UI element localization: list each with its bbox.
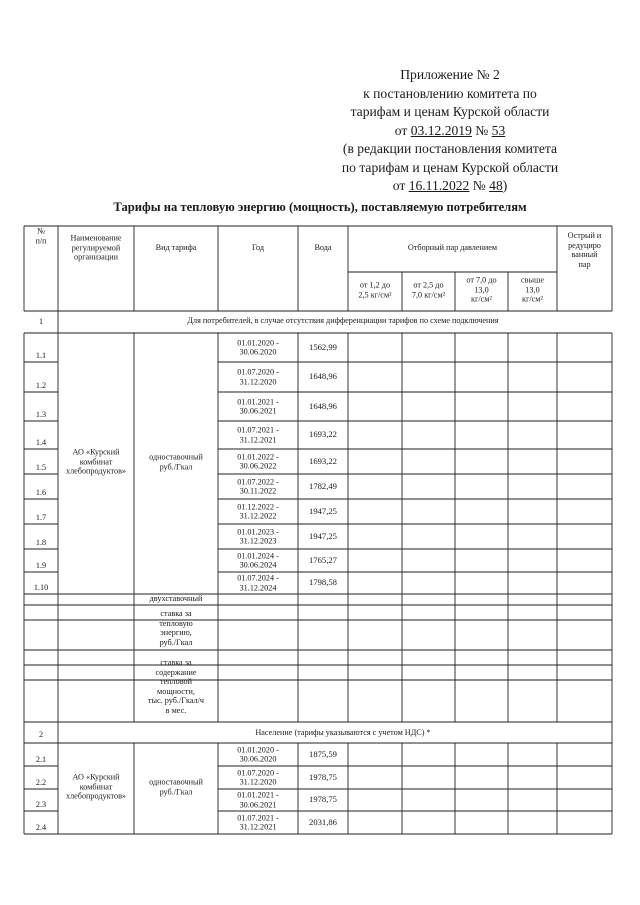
water-tariff-value: 1947,25: [309, 530, 337, 541]
period-cell: 01.01.2020 - 30.06.2020: [237, 744, 279, 764]
col-header-steam: Отборный пар давлением: [407, 243, 498, 253]
revision-date: 16.11.2022: [408, 178, 470, 193]
water-tariff-value: 1693,22: [309, 455, 337, 466]
section-1-label: Для потребителей, в случае отсутствия дифференциации тарифов по схеме подключения: [187, 316, 499, 326]
row-number: 1.10: [33, 583, 49, 593]
section-1-number: 1: [38, 317, 44, 327]
row-number: 2.3: [35, 800, 47, 810]
capacity-rate-label: ставка за содержание тепловой мощности, тыс. руб./Гкал/ч в мес.: [147, 658, 205, 716]
water-tariff-value: 1648,96: [309, 371, 337, 382]
col-header-steam-4: свыше 13,0 кг/см²: [521, 275, 544, 304]
col-header-no: № п/п: [35, 226, 47, 245]
energy-rate-label: ставка за тепловую энергию, руб./Гкал: [159, 608, 193, 647]
period-cell: 01.07.2020 - 31.12.2020: [237, 367, 279, 386]
water-tariff-value: 1693,22: [309, 429, 337, 440]
period-cell: 01.01.2021 - 30.06.2021: [237, 790, 279, 809]
col-header-steam-3: от 7,0 до 13,0 кг/см²: [466, 275, 497, 304]
period-cell: 01.01.2024 - 30.06.2024: [237, 550, 279, 570]
period-cell: 01.07.2021 - 31.12.2021: [237, 425, 279, 444]
col-header-kind: Вид тарифа: [155, 243, 197, 253]
row-number: 1.3: [35, 410, 47, 420]
header-line-6: по тарифам и ценам Курской области: [341, 159, 559, 175]
row-number: 2.2: [35, 778, 47, 788]
section-2-label: Население (тарифы указываются с учетом НДС) *: [255, 728, 431, 738]
header-line-4: от 03.12.2019 № 53: [394, 122, 506, 138]
period-cell: 01.01.2020 - 30.06.2020: [237, 337, 279, 357]
period-cell: 01.07.2021 - 31.12.2021: [237, 812, 279, 832]
col-header-steam-2: от 2,5 до 7,0 кг/см²: [411, 280, 446, 299]
table-title: Тарифы на тепловую энергию (мощность), поставляемую потребителям: [113, 200, 527, 214]
col-header-year: Год: [251, 243, 265, 253]
decree-number: 53: [491, 122, 506, 138]
col-header-water: Вода: [314, 243, 332, 253]
header-line-1: Приложение № 2: [400, 67, 500, 82]
water-tariff-value: 1782,49: [309, 480, 337, 491]
period-cell: 01.01.2022 - 30.06.2022: [237, 451, 279, 471]
org-name-2: АО «Курский комбинат хлебопродуктов»: [65, 772, 127, 801]
two-part-tariff-label: двухставочный: [149, 594, 203, 604]
period-cell: 01.01.2021 - 30.06.2021: [237, 396, 279, 416]
water-tariff-value: 1875,59: [309, 748, 337, 759]
row-number: 2.4: [35, 823, 47, 833]
col-header-sharp-steam: Острый и редуциро ванный пар: [567, 230, 602, 269]
water-tariff-value: 1562,99: [309, 341, 337, 352]
row-number: 1.1: [35, 351, 47, 361]
decree-date: 03.12.2019: [410, 122, 472, 138]
water-tariff-value: 1947,25: [309, 505, 337, 516]
row-number: 1.6: [35, 488, 47, 498]
row-number: 1.9: [35, 561, 47, 571]
col-header-org: Наименование регулируемой организации: [70, 233, 122, 262]
header-line-7: от 16.11.2022 № 48): [392, 178, 508, 193]
water-tariff-value: 2031,86: [309, 816, 337, 827]
row-number: 1.8: [35, 538, 47, 548]
water-tariff-value: 1765,27: [309, 554, 337, 565]
period-cell: 01.07.2024 - 31.12.2024: [237, 573, 279, 592]
header-line-3: тарифам и ценам Курской области: [350, 104, 550, 119]
tariff-kind-2: одноставочный руб./Гкал: [149, 777, 203, 796]
water-tariff-value: 1978,75: [309, 794, 337, 805]
org-name-1: АО «Курский комбинат хлебопродуктов»: [65, 447, 127, 476]
water-tariff-value: 1978,75: [309, 771, 337, 782]
col-header-steam-1: от 1,2 до 2,5 кг/см²: [358, 280, 392, 299]
period-cell: 01.07.2022 - 30.11.2022: [237, 476, 279, 496]
header-line-2: к постановлению комитета по: [363, 85, 537, 101]
row-number: 2.1: [35, 755, 47, 765]
period-cell: 01.07.2020 - 31.12.2020: [237, 767, 279, 787]
period-cell: 01.12.2022 - 31.12.2022: [237, 501, 279, 521]
section-2-number: 2: [38, 730, 44, 740]
tariff-kind-1: одноставочный руб./Гкал: [149, 452, 203, 471]
row-number: 1.5: [35, 463, 47, 473]
water-tariff-value: 1798,58: [309, 577, 337, 588]
revision-number: 48: [489, 178, 503, 193]
header-line-5: (в редакции постановления комитета: [342, 141, 558, 156]
row-number: 1.2: [35, 381, 47, 391]
water-tariff-value: 1648,96: [309, 400, 337, 411]
row-number: 1.4: [35, 438, 47, 448]
row-number: 1.7: [35, 513, 47, 523]
period-cell: 01.01.2023 - 31.12.2023: [237, 526, 279, 546]
